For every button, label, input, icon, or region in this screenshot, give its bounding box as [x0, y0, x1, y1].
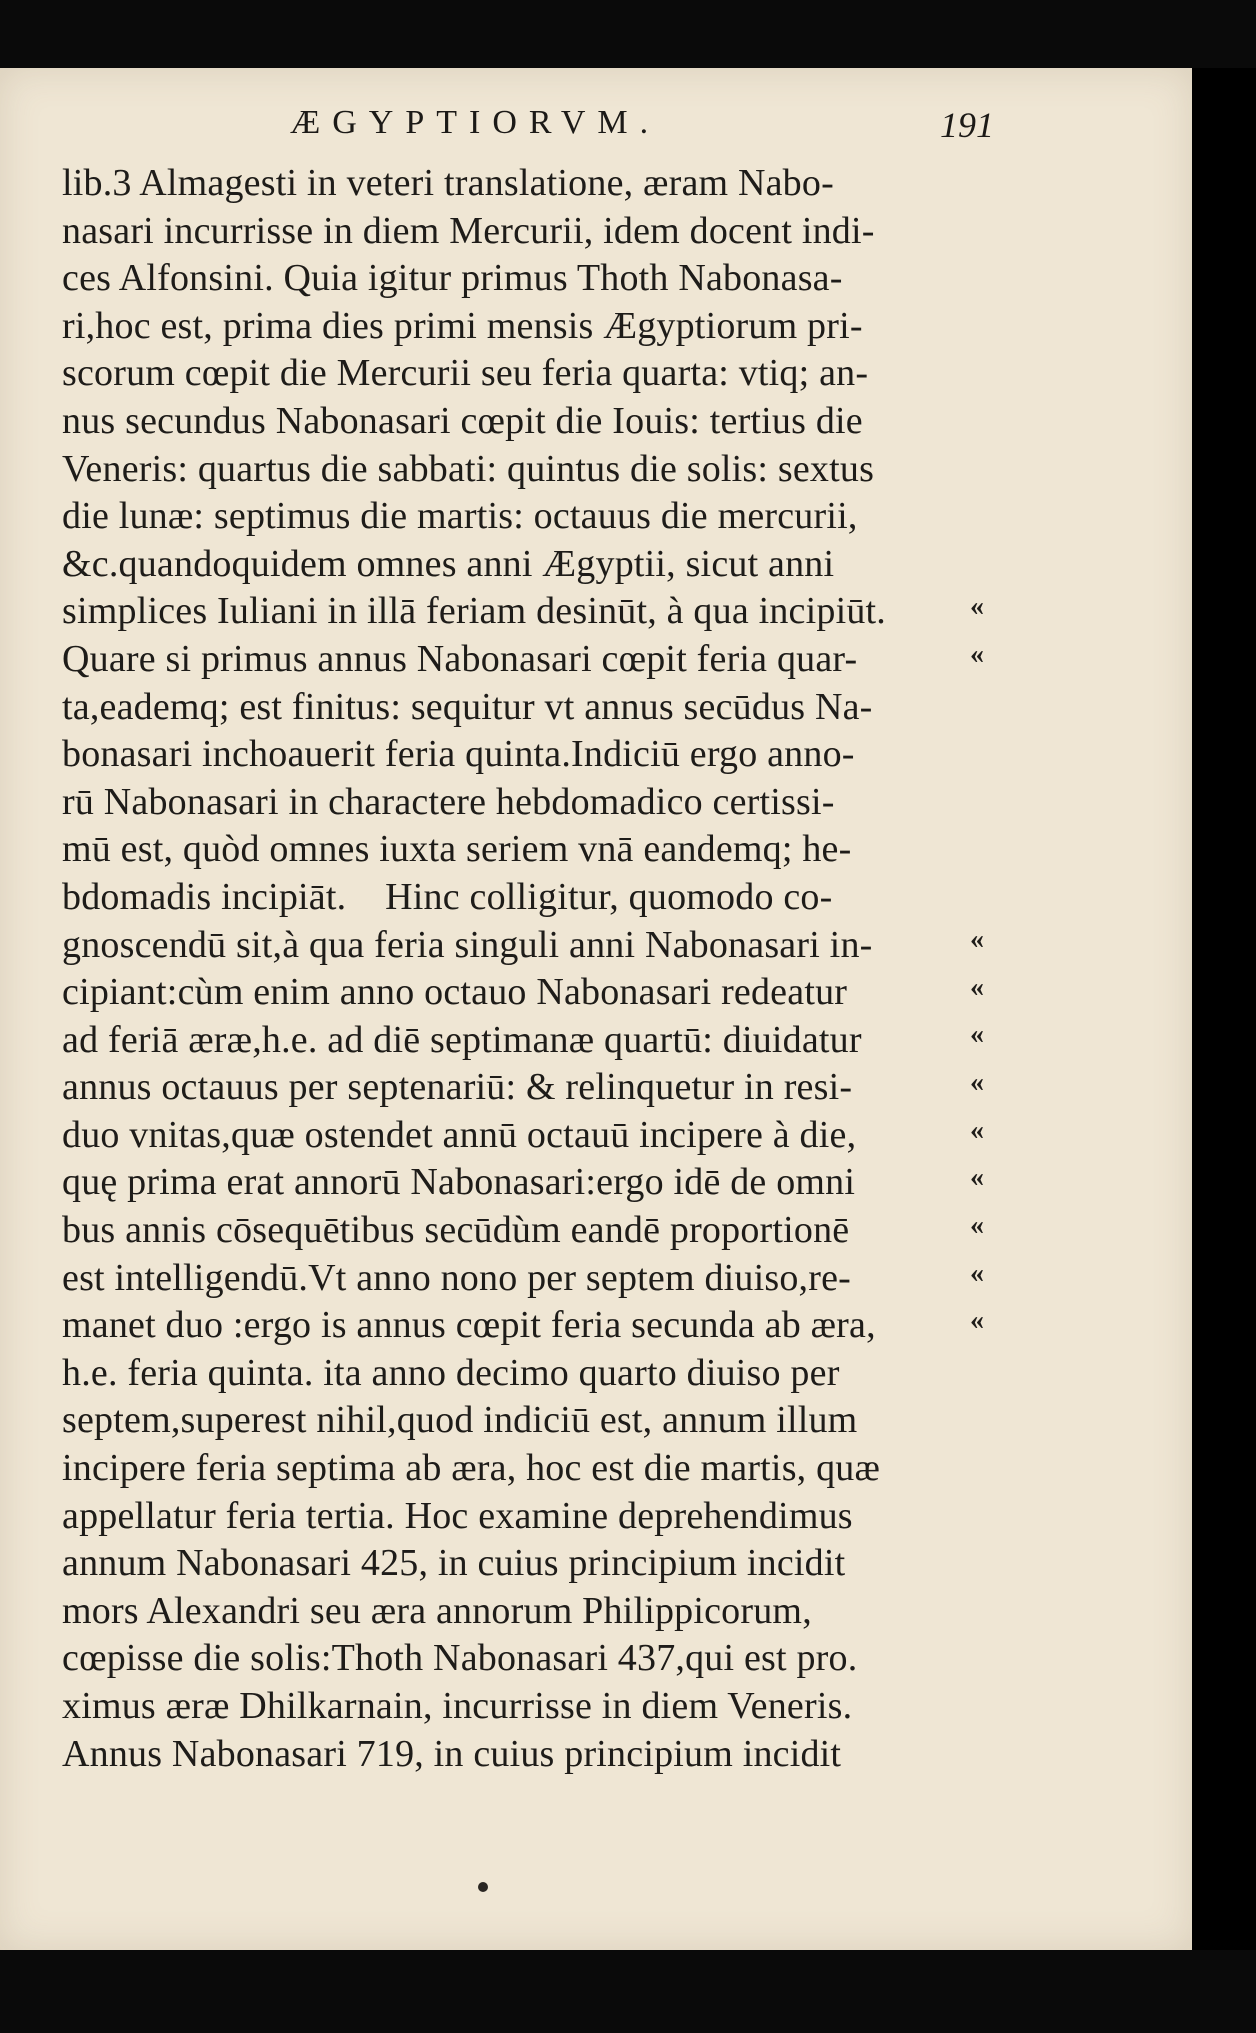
body-text [62, 160, 982, 1778]
quote-mark: « [970, 1019, 984, 1050]
text-line: ri,hoc est, prima dies primi mensis Ægyptiorum pri- [62, 304, 863, 347]
text-line: est intelligendū.Vt anno nono per septem diuiso,re- [62, 1256, 852, 1299]
text-line: bus annis cōsequētibus secūdùm eandē proportionē [62, 1209, 850, 1252]
text-line: duo vnitas,quæ ostendet annū octauū incipere à die, [62, 1113, 857, 1156]
text-line: scorum cœpit die Mercurii seu feria quarta: vtiq; an- [62, 352, 869, 395]
scan-border [1192, 68, 1256, 1950]
text-line: gnoscendū sit,à qua feria singuli anni Nabonasari in- [62, 923, 873, 966]
text-line: cœpisse die solis:Thoth Nabonasari 437,qui est pro. [62, 1637, 858, 1680]
quote-mark: « [970, 924, 984, 955]
text-line: rū Nabonasari in charactere hebdomadico certissi- [62, 780, 835, 823]
text-line: ces Alfonsini. Quia igitur primus Thoth Nabonasa- [62, 257, 843, 300]
text-line: lib.3 Almagesti in veteri translatione, æram Nabo- [62, 162, 834, 204]
text-line: mors Alexandri seu æra annorum Philippicorum, [62, 1589, 812, 1632]
text-line: die lunæ: septimus die martis: octauus die mercurii, [62, 495, 858, 538]
text-line: incipere feria septima ab æra, hoc est die martis, quæ [62, 1447, 881, 1490]
running-head: ÆGYPTIORVM. [290, 104, 661, 141]
text-line: bdomadis incipiāt. Hinc colligitur, quomodo co- [62, 875, 833, 918]
quote-mark: « [970, 1258, 984, 1289]
quote-mark: « [970, 972, 984, 1003]
text-line: ta,eademq; est finitus: sequitur vt annus secūdus Na- [62, 685, 873, 728]
text-line: septem,superest nihil,quod indiciū est, annum illum [62, 1399, 858, 1442]
text-line: h.e. feria quinta. ita anno decimo quarto diuiso per [62, 1351, 840, 1394]
page-number: 191 [940, 105, 994, 145]
quote-mark: « [970, 639, 984, 670]
text-line: &c.quandoquidem omnes anni Ægyptii, sicut anni [62, 542, 835, 585]
ink-dot [478, 1882, 488, 1892]
quote-mark: « [970, 591, 984, 622]
text-line: mū est, quòd omnes iuxta seriem vnā eandemq; he- [62, 828, 852, 871]
text-line: annum Nabonasari 425, in cuius principium incidit [62, 1542, 846, 1585]
quote-mark: « [970, 1067, 984, 1098]
text-line: cipiant:cùm enim anno octauo Nabonasari redeatur [62, 971, 848, 1014]
page-header [290, 104, 994, 154]
text-line: annus octauus per septenariū: & relinquetur in resi- [62, 1066, 853, 1109]
text-line: ximus æræ Dhilkarnain, incurrisse in diem Veneris. [62, 1685, 853, 1727]
text-line: appellatur feria tertia. Hoc examine deprehendimus [62, 1494, 853, 1537]
text-line: bonasari inchoauerit feria quinta.Indiciū ergo anno- [62, 733, 855, 776]
text-line: Quare si primus annus Nabonasari cœpit feria quar- [62, 637, 858, 680]
text-line: Veneris: quartus die sabbati: quintus die solis: sextus [62, 447, 875, 490]
text-line: quę prima erat annorū Nabonasari:ergo idē de omni [62, 1161, 856, 1204]
quote-mark: « [970, 1162, 984, 1193]
text-line: simplices Iuliani in illā feriam desinūt, à qua incipiūt. [62, 590, 886, 633]
text-line: nasari incurrisse in diem Mercurii, idem docent indi- [62, 209, 875, 252]
text-line: ad feriā æræ,h.e. ad diē septimanæ quartū: diuidatur [62, 1018, 862, 1061]
quote-mark: « [970, 1210, 984, 1241]
text-line: manet duo :ergo is annus cœpit feria secunda ab æra, [62, 1304, 876, 1347]
text-line: Annus Nabonasari 719, in cuius principium incidit [62, 1732, 842, 1775]
text-line: nus secundus Nabonasari cœpit die Iouis: tertius die [62, 399, 863, 442]
quote-mark: « [970, 1305, 984, 1336]
quote-mark: « [970, 1115, 984, 1146]
